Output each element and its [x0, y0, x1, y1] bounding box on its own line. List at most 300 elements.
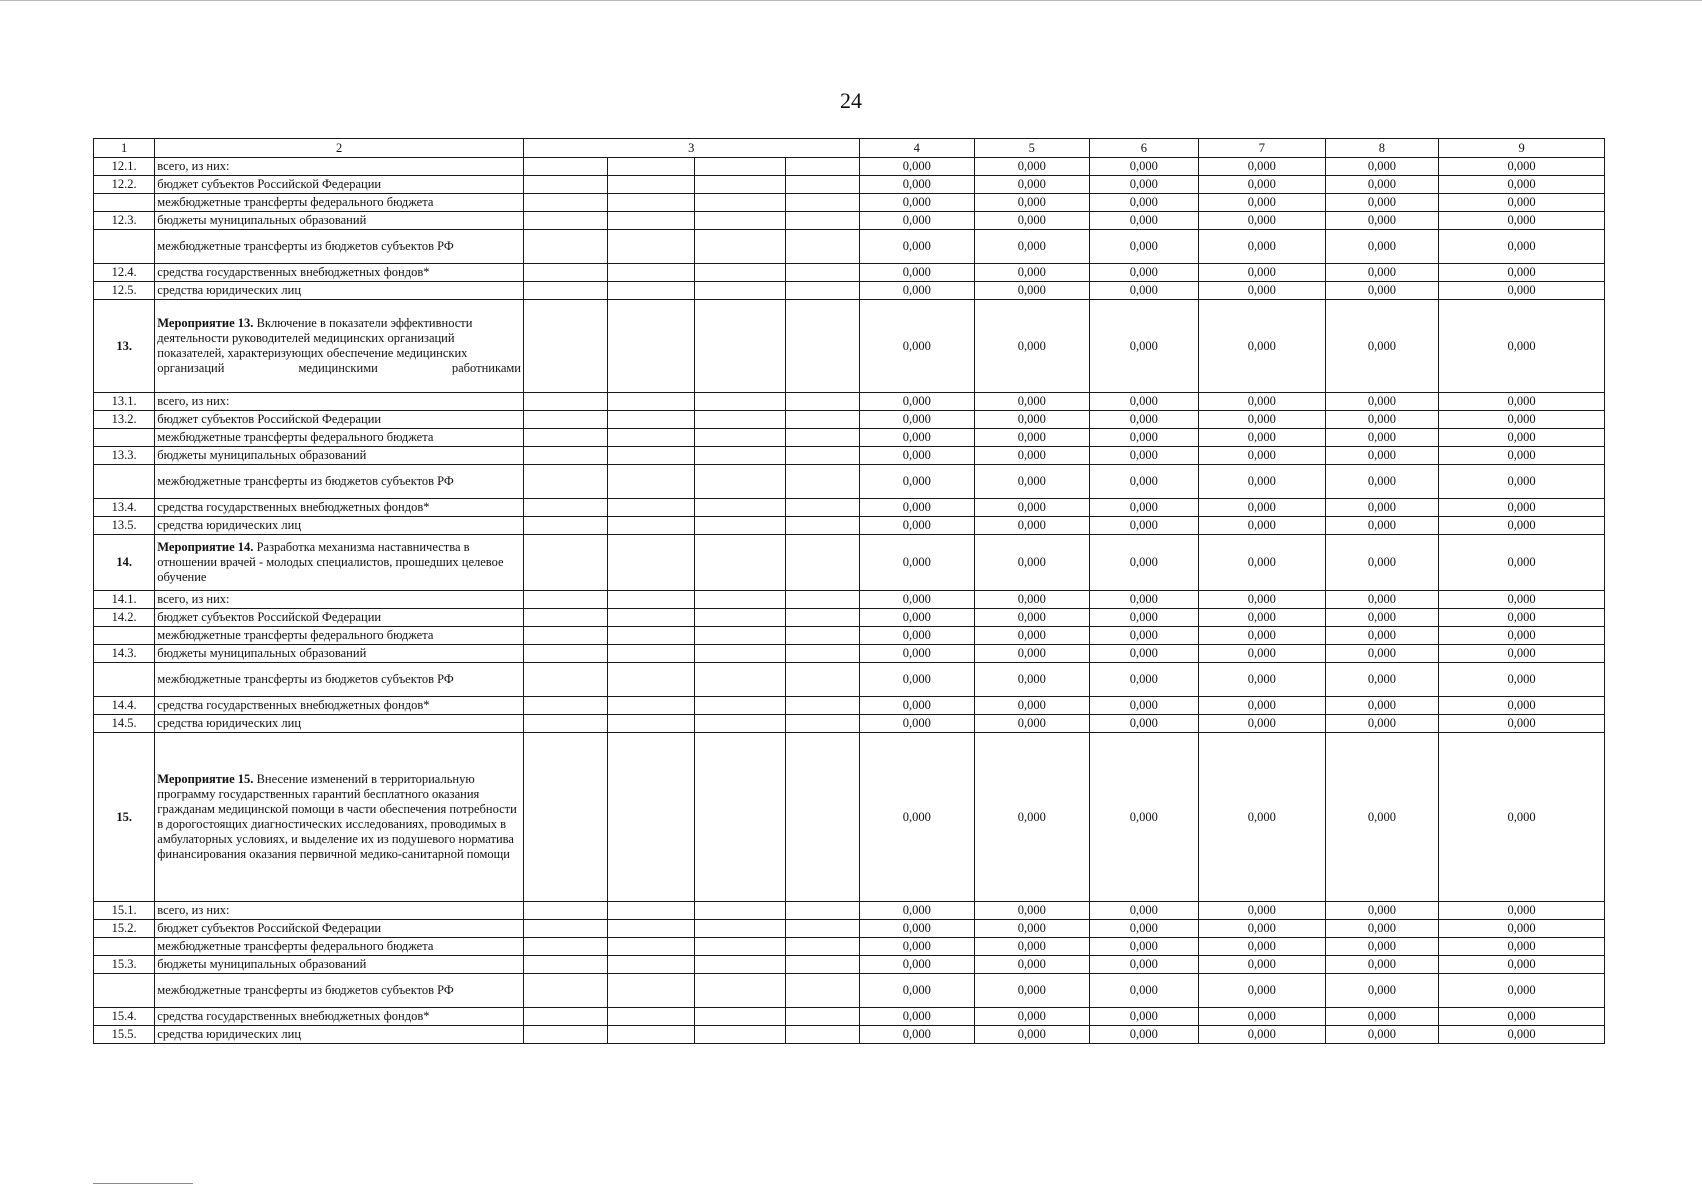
- row-name: межбюджетные трансферты из бюджетов субъектов РФ: [155, 663, 524, 697]
- row-name: всего, из них:: [155, 158, 524, 176]
- empty-cell: [786, 663, 859, 697]
- value-cell: 0,000: [859, 411, 975, 429]
- table-row: [94, 282, 1605, 300]
- empty-cell: [694, 499, 785, 517]
- value-cell: 0,000: [975, 499, 1090, 517]
- row-number: 12.5.: [94, 282, 155, 300]
- value-cell: 0,000: [1089, 499, 1199, 517]
- row-number: 14.3.: [94, 645, 155, 663]
- empty-cell: [694, 429, 785, 447]
- table-row: [94, 194, 1605, 212]
- empty-cell: [608, 591, 694, 609]
- row-number: 13.3.: [94, 447, 155, 465]
- value-cell: 0,000: [859, 158, 975, 176]
- value-cell: 0,000: [1089, 300, 1199, 393]
- value-cell: 0,000: [1325, 1008, 1439, 1026]
- value-cell: 0,000: [1325, 733, 1439, 902]
- empty-cell: [608, 517, 694, 535]
- table-row: [94, 517, 1605, 535]
- row-number: 14.2.: [94, 609, 155, 627]
- row-name: бюджет субъектов Российской Федерации: [155, 411, 524, 429]
- value-cell: 0,000: [1089, 591, 1199, 609]
- value-cell: 0,000: [975, 465, 1090, 499]
- value-cell: 0,000: [1199, 591, 1326, 609]
- empty-cell: [608, 697, 694, 715]
- table-row: [94, 447, 1605, 465]
- value-cell: 0,000: [1089, 733, 1199, 902]
- value-cell: 0,000: [1325, 974, 1439, 1008]
- empty-cell: [608, 194, 694, 212]
- value-cell: 0,000: [1199, 697, 1326, 715]
- value-cell: 0,000: [1089, 230, 1199, 264]
- empty-cell: [608, 609, 694, 627]
- value-cell: 0,000: [975, 300, 1090, 393]
- value-cell: 0,000: [1325, 902, 1439, 920]
- row-name: всего, из них:: [155, 591, 524, 609]
- header-col-9: 9: [1439, 139, 1605, 158]
- value-cell: 0,000: [1439, 1026, 1605, 1044]
- empty-cell: [523, 517, 607, 535]
- empty-cell: [786, 902, 859, 920]
- value-cell: 0,000: [1199, 465, 1326, 499]
- empty-cell: [694, 282, 785, 300]
- empty-cell: [694, 158, 785, 176]
- value-cell: 0,000: [1089, 1008, 1199, 1026]
- value-cell: 0,000: [1439, 194, 1605, 212]
- empty-cell: [523, 158, 607, 176]
- event-title: Мероприятие 15.: [157, 772, 254, 786]
- value-cell: 0,000: [1325, 697, 1439, 715]
- value-cell: 0,000: [859, 920, 975, 938]
- empty-cell: [786, 956, 859, 974]
- empty-cell: [608, 411, 694, 429]
- row-name: межбюджетные трансферты федерального бюджета: [155, 194, 524, 212]
- value-cell: 0,000: [1199, 158, 1326, 176]
- event-text: Включение в показатели эффективности деятельности руководителей медицинских организаций показателей, характеризующих обеспечение медицинских организаций медицинскими работниками: [157, 316, 521, 375]
- empty-cell: [786, 176, 859, 194]
- value-cell: 0,000: [1089, 609, 1199, 627]
- value-cell: 0,000: [975, 591, 1090, 609]
- financing-table: [93, 138, 1605, 1044]
- empty-cell: [694, 1026, 785, 1044]
- row-number: 15.4.: [94, 1008, 155, 1026]
- empty-cell: [608, 733, 694, 902]
- empty-cell: [523, 393, 607, 411]
- row-name: средства государственных внебюджетных фондов*: [155, 264, 524, 282]
- table-body: [94, 158, 1605, 1044]
- value-cell: 0,000: [1325, 627, 1439, 645]
- empty-cell: [694, 212, 785, 230]
- row-number: 12.2.: [94, 176, 155, 194]
- value-cell: 0,000: [975, 1026, 1090, 1044]
- value-cell: 0,000: [1439, 517, 1605, 535]
- empty-cell: [694, 591, 785, 609]
- value-cell: 0,000: [975, 956, 1090, 974]
- empty-cell: [523, 1008, 607, 1026]
- value-cell: 0,000: [1199, 176, 1326, 194]
- value-cell: 0,000: [975, 663, 1090, 697]
- value-cell: 0,000: [1199, 282, 1326, 300]
- value-cell: 0,000: [975, 176, 1090, 194]
- empty-cell: [523, 609, 607, 627]
- value-cell: 0,000: [1325, 715, 1439, 733]
- row-name: межбюджетные трансферты федерального бюджета: [155, 627, 524, 645]
- value-cell: 0,000: [1439, 938, 1605, 956]
- empty-cell: [523, 974, 607, 1008]
- value-cell: 0,000: [1439, 715, 1605, 733]
- value-cell: 0,000: [859, 938, 975, 956]
- table-row: [94, 499, 1605, 517]
- empty-cell: [786, 591, 859, 609]
- value-cell: 0,000: [1439, 499, 1605, 517]
- empty-cell: [694, 535, 785, 591]
- value-cell: 0,000: [1199, 230, 1326, 264]
- value-cell: 0,000: [1089, 663, 1199, 697]
- value-cell: 0,000: [1439, 535, 1605, 591]
- value-cell: 0,000: [1089, 715, 1199, 733]
- table-row: [94, 902, 1605, 920]
- table-row: [94, 158, 1605, 176]
- value-cell: 0,000: [859, 627, 975, 645]
- value-cell: 0,000: [859, 393, 975, 411]
- empty-cell: [786, 194, 859, 212]
- empty-cell: [523, 447, 607, 465]
- row-number: 13.1.: [94, 393, 155, 411]
- value-cell: 0,000: [1325, 393, 1439, 411]
- value-cell: 0,000: [1199, 938, 1326, 956]
- event-row: [94, 733, 1605, 902]
- empty-cell: [786, 535, 859, 591]
- empty-cell: [608, 715, 694, 733]
- empty-cell: [608, 212, 694, 230]
- value-cell: 0,000: [859, 300, 975, 393]
- empty-cell: [608, 1008, 694, 1026]
- value-cell: 0,000: [1325, 535, 1439, 591]
- row-name: бюджет субъектов Российской Федерации: [155, 176, 524, 194]
- empty-cell: [523, 212, 607, 230]
- value-cell: 0,000: [1325, 282, 1439, 300]
- row-number: 12.1.: [94, 158, 155, 176]
- row-name: всего, из них:: [155, 393, 524, 411]
- value-cell: 0,000: [1439, 956, 1605, 974]
- value-cell: 0,000: [975, 447, 1090, 465]
- value-cell: 0,000: [1199, 194, 1326, 212]
- value-cell: 0,000: [1439, 393, 1605, 411]
- value-cell: 0,000: [1439, 465, 1605, 499]
- row-name: средства юридических лиц: [155, 1026, 524, 1044]
- row-number: 13.5.: [94, 517, 155, 535]
- empty-cell: [523, 282, 607, 300]
- value-cell: 0,000: [975, 194, 1090, 212]
- empty-cell: [523, 627, 607, 645]
- empty-cell: [694, 697, 785, 715]
- value-cell: 0,000: [975, 230, 1090, 264]
- value-cell: 0,000: [1325, 1026, 1439, 1044]
- row-number: [94, 938, 155, 956]
- header-col-2: 2: [155, 139, 524, 158]
- empty-cell: [694, 938, 785, 956]
- value-cell: 0,000: [859, 212, 975, 230]
- value-cell: 0,000: [1089, 429, 1199, 447]
- empty-cell: [786, 429, 859, 447]
- value-cell: 0,000: [975, 282, 1090, 300]
- empty-cell: [608, 393, 694, 411]
- value-cell: 0,000: [1325, 158, 1439, 176]
- value-cell: 0,000: [975, 715, 1090, 733]
- event-title: Мероприятие 14.: [157, 540, 254, 554]
- value-cell: 0,000: [1199, 393, 1326, 411]
- event-description: [155, 733, 524, 902]
- table-row: [94, 715, 1605, 733]
- header-col-8: 8: [1325, 139, 1439, 158]
- value-cell: 0,000: [1325, 645, 1439, 663]
- value-cell: 0,000: [1439, 429, 1605, 447]
- value-cell: 0,000: [1199, 499, 1326, 517]
- value-cell: 0,000: [1199, 1008, 1326, 1026]
- row-name: бюджет субъектов Российской Федерации: [155, 920, 524, 938]
- value-cell: 0,000: [859, 230, 975, 264]
- table-row: [94, 393, 1605, 411]
- row-number: 13.2.: [94, 411, 155, 429]
- value-cell: 0,000: [975, 902, 1090, 920]
- empty-cell: [523, 902, 607, 920]
- value-cell: 0,000: [1199, 920, 1326, 938]
- value-cell: 0,000: [1199, 300, 1326, 393]
- empty-cell: [786, 1008, 859, 1026]
- value-cell: 0,000: [1439, 974, 1605, 1008]
- empty-cell: [694, 609, 785, 627]
- value-cell: 0,000: [1199, 517, 1326, 535]
- value-cell: 0,000: [1325, 230, 1439, 264]
- empty-cell: [608, 429, 694, 447]
- event-description: [155, 535, 524, 591]
- empty-cell: [694, 517, 785, 535]
- empty-cell: [694, 465, 785, 499]
- event-title: Мероприятие 13.: [157, 316, 254, 330]
- empty-cell: [608, 956, 694, 974]
- table-row: [94, 212, 1605, 230]
- value-cell: 0,000: [1439, 447, 1605, 465]
- row-name: средства юридических лиц: [155, 715, 524, 733]
- empty-cell: [694, 645, 785, 663]
- empty-cell: [786, 517, 859, 535]
- value-cell: 0,000: [859, 176, 975, 194]
- value-cell: 0,000: [975, 938, 1090, 956]
- row-name: межбюджетные трансферты из бюджетов субъектов РФ: [155, 230, 524, 264]
- value-cell: 0,000: [975, 517, 1090, 535]
- value-cell: 0,000: [1199, 902, 1326, 920]
- table-row: [94, 920, 1605, 938]
- value-cell: 0,000: [1325, 956, 1439, 974]
- value-cell: 0,000: [859, 663, 975, 697]
- value-cell: 0,000: [1199, 974, 1326, 1008]
- row-number: [94, 429, 155, 447]
- empty-cell: [786, 609, 859, 627]
- value-cell: 0,000: [1199, 663, 1326, 697]
- empty-cell: [608, 282, 694, 300]
- value-cell: 0,000: [859, 974, 975, 1008]
- row-number: [94, 627, 155, 645]
- empty-cell: [694, 627, 785, 645]
- row-number: [94, 663, 155, 697]
- value-cell: 0,000: [975, 411, 1090, 429]
- empty-cell: [694, 715, 785, 733]
- table-row: [94, 176, 1605, 194]
- row-number: [94, 230, 155, 264]
- event-description: [155, 300, 524, 393]
- value-cell: 0,000: [1439, 697, 1605, 715]
- row-number: 13.4.: [94, 499, 155, 517]
- value-cell: 0,000: [1325, 609, 1439, 627]
- empty-cell: [786, 938, 859, 956]
- empty-cell: [608, 447, 694, 465]
- header-col-1: 1: [94, 139, 155, 158]
- row-number: 12.4.: [94, 264, 155, 282]
- value-cell: 0,000: [975, 393, 1090, 411]
- empty-cell: [694, 230, 785, 264]
- row-name: бюджеты муниципальных образований: [155, 212, 524, 230]
- empty-cell: [608, 902, 694, 920]
- event-text: Разработка механизма наставничества в отношении врачей - молодых специалистов, прошедших целевое обучение: [157, 540, 504, 584]
- value-cell: 0,000: [1089, 212, 1199, 230]
- value-cell: 0,000: [975, 697, 1090, 715]
- empty-cell: [608, 499, 694, 517]
- value-cell: 0,000: [1199, 535, 1326, 591]
- row-number: 14.5.: [94, 715, 155, 733]
- value-cell: 0,000: [859, 465, 975, 499]
- event-row: [94, 300, 1605, 393]
- value-cell: 0,000: [1439, 300, 1605, 393]
- value-cell: 0,000: [1325, 517, 1439, 535]
- table-row: [94, 627, 1605, 645]
- value-cell: 0,000: [859, 535, 975, 591]
- value-cell: 0,000: [1325, 938, 1439, 956]
- value-cell: 0,000: [1439, 1008, 1605, 1026]
- empty-cell: [523, 465, 607, 499]
- value-cell: 0,000: [1089, 938, 1199, 956]
- empty-cell: [694, 920, 785, 938]
- value-cell: 0,000: [1199, 212, 1326, 230]
- empty-cell: [786, 627, 859, 645]
- row-number: 15.2.: [94, 920, 155, 938]
- value-cell: 0,000: [859, 517, 975, 535]
- empty-cell: [786, 645, 859, 663]
- value-cell: 0,000: [1089, 627, 1199, 645]
- value-cell: 0,000: [1089, 645, 1199, 663]
- row-name: средства государственных внебюджетных фондов*: [155, 499, 524, 517]
- table-row: [94, 645, 1605, 663]
- value-cell: 0,000: [1439, 902, 1605, 920]
- value-cell: 0,000: [859, 645, 975, 663]
- empty-cell: [608, 176, 694, 194]
- value-cell: 0,000: [1325, 212, 1439, 230]
- row-name: средства государственных внебюджетных фондов*: [155, 1008, 524, 1026]
- empty-cell: [694, 733, 785, 902]
- empty-cell: [523, 938, 607, 956]
- value-cell: 0,000: [1439, 733, 1605, 902]
- row-number: 15.3.: [94, 956, 155, 974]
- value-cell: 0,000: [1199, 447, 1326, 465]
- value-cell: 0,000: [1199, 429, 1326, 447]
- value-cell: 0,000: [975, 645, 1090, 663]
- value-cell: 0,000: [859, 194, 975, 212]
- empty-cell: [523, 300, 607, 393]
- value-cell: 0,000: [1089, 956, 1199, 974]
- value-cell: 0,000: [1089, 535, 1199, 591]
- empty-cell: [523, 499, 607, 517]
- value-cell: 0,000: [975, 609, 1090, 627]
- value-cell: 0,000: [1439, 591, 1605, 609]
- value-cell: 0,000: [1325, 300, 1439, 393]
- empty-cell: [523, 535, 607, 591]
- empty-cell: [786, 465, 859, 499]
- empty-cell: [523, 176, 607, 194]
- value-cell: 0,000: [859, 499, 975, 517]
- table-row: [94, 429, 1605, 447]
- value-cell: 0,000: [859, 1026, 975, 1044]
- empty-cell: [523, 920, 607, 938]
- empty-cell: [608, 535, 694, 591]
- row-number: 14.1.: [94, 591, 155, 609]
- table-row: [94, 591, 1605, 609]
- row-name: бюджеты муниципальных образований: [155, 956, 524, 974]
- value-cell: 0,000: [1325, 429, 1439, 447]
- value-cell: 0,000: [1089, 194, 1199, 212]
- value-cell: 0,000: [1439, 411, 1605, 429]
- value-cell: 0,000: [1199, 956, 1326, 974]
- value-cell: 0,000: [1089, 517, 1199, 535]
- empty-cell: [786, 300, 859, 393]
- empty-cell: [694, 447, 785, 465]
- value-cell: 0,000: [1325, 920, 1439, 938]
- empty-cell: [608, 300, 694, 393]
- empty-cell: [523, 429, 607, 447]
- empty-cell: [786, 158, 859, 176]
- value-cell: 0,000: [1199, 715, 1326, 733]
- value-cell: 0,000: [1439, 158, 1605, 176]
- value-cell: 0,000: [859, 429, 975, 447]
- row-number: 15.5.: [94, 1026, 155, 1044]
- value-cell: 0,000: [859, 715, 975, 733]
- event-number: 14.: [94, 535, 155, 591]
- header-col-3: 3: [523, 139, 859, 158]
- value-cell: 0,000: [975, 535, 1090, 591]
- value-cell: 0,000: [859, 733, 975, 902]
- row-number: [94, 465, 155, 499]
- empty-cell: [786, 920, 859, 938]
- empty-cell: [523, 264, 607, 282]
- row-name: межбюджетные трансферты федерального бюджета: [155, 429, 524, 447]
- event-row: [94, 535, 1605, 591]
- value-cell: 0,000: [859, 697, 975, 715]
- event-number: 15.: [94, 733, 155, 902]
- value-cell: 0,000: [1325, 176, 1439, 194]
- value-cell: 0,000: [1439, 627, 1605, 645]
- row-number: 14.4.: [94, 697, 155, 715]
- empty-cell: [786, 282, 859, 300]
- value-cell: 0,000: [975, 627, 1090, 645]
- empty-cell: [608, 264, 694, 282]
- empty-cell: [786, 974, 859, 1008]
- value-cell: 0,000: [859, 1008, 975, 1026]
- empty-cell: [608, 627, 694, 645]
- value-cell: 0,000: [1089, 264, 1199, 282]
- empty-cell: [523, 733, 607, 902]
- value-cell: 0,000: [1089, 465, 1199, 499]
- value-cell: 0,000: [975, 158, 1090, 176]
- value-cell: 0,000: [1439, 264, 1605, 282]
- value-cell: 0,000: [1439, 663, 1605, 697]
